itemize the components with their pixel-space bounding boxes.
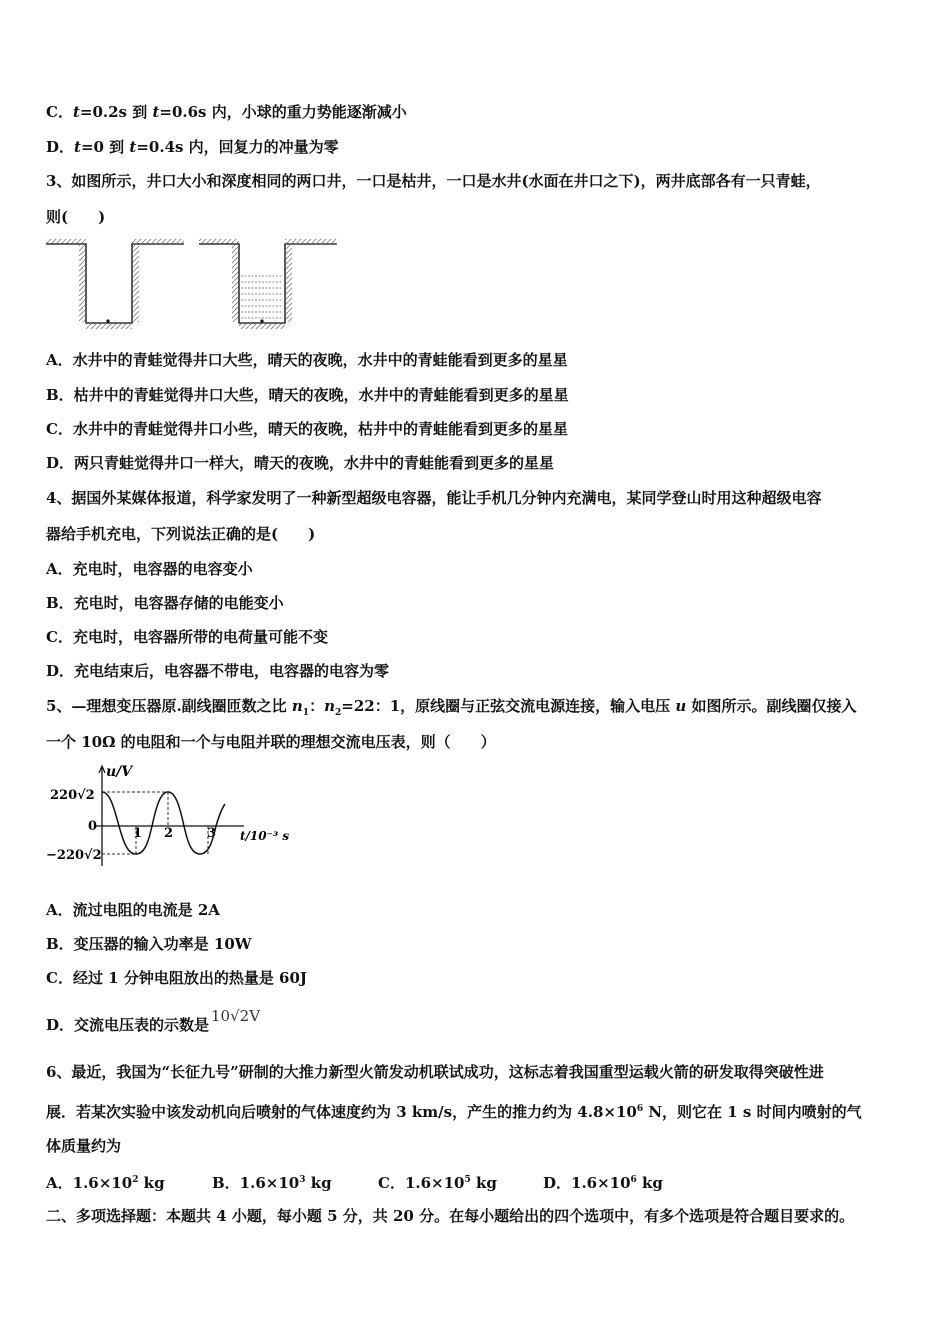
- q5-option-d: D．交流电压表的示数是 10√2V: [46, 1007, 261, 1034]
- x-tick-2: 2: [164, 826, 174, 841]
- voltage-graph: [44, 762, 304, 868]
- x-tick-1: 1: [133, 826, 143, 841]
- q4-option-b: B．充电时，电容器存储的电能变小: [46, 594, 284, 612]
- q6-stem-line3: 体质量约为: [46, 1137, 122, 1155]
- q4-option-c: C．充电时，电容器所带的电荷量可能不变: [46, 628, 328, 646]
- q3-stem-line1: 3、如图所示，井口大小和深度相同的两口井，一口是枯井，一口是水井(水面在井口之下)，两井底部各有一只青蛙，: [46, 172, 821, 190]
- q5-option-b: B．变压器的输入功率是 10W: [46, 935, 252, 953]
- q5-option-d-value: 10√2V: [211, 1007, 261, 1025]
- q5-stem-line1: 5、—理想变压器原.副线圈匝数之比 $n_1$：$n_2=22$：1，原线圈与正弦交流电源连接，输入电压 u 如图所示。副线圈仅接入: [46, 697, 857, 718]
- q3-option-d: D．两只青蛙觉得井口一样大，晴天的夜晚，水井中的青蛙能看到更多的星星: [46, 454, 555, 472]
- q5-option-a: A．流过电阻的电流是 2A: [46, 901, 220, 919]
- q5-option-c: C．经过 1 分钟电阻放出的热量是 60J: [46, 969, 308, 987]
- q2-option-c: C．t=0.2s 到 t=0.6s 内，小球的重力势能逐渐减小: [46, 103, 407, 121]
- q4-option-d: D．充电结束后，电容器不带电，电容器的电容为零: [46, 662, 390, 680]
- origin-label: 0: [88, 819, 98, 834]
- q6-stem-line1: 6、最近，我国为“长征九号”研制的大推力新型火箭发动机联试成功，这标志着我国重型运载火箭的研发取得突破性进: [46, 1063, 824, 1081]
- wells-figure: [44, 236, 344, 331]
- q4-option-a: A．充电时，电容器的电容变小: [46, 560, 253, 578]
- water-surface: [241, 276, 283, 318]
- dry-well: [46, 239, 184, 329]
- q6-option-c: C．$1.6\times 10^5$ kg: [378, 1174, 497, 1192]
- x-axis-label: t/10⁻³ s: [240, 829, 290, 843]
- q5-stem-line2: 一个 10Ω 的电阻和一个与电阻并联的理想交流电压表，则（ ）: [46, 733, 496, 751]
- water-well: [199, 239, 337, 329]
- q2-option-d: D．t=0 到 t=0.4s 内，回复力的冲量为零: [46, 138, 339, 156]
- q6-option-d: D．$1.6\times 10^6$ kg: [543, 1174, 663, 1192]
- x-tick-3: 3: [207, 826, 217, 841]
- q3-option-a: A．水井中的青蛙觉得井口大些，晴天的夜晚，水井中的青蛙能看到更多的星星: [46, 351, 568, 369]
- q6-option-b: B．$1.6\times 10^3$ kg: [212, 1174, 332, 1192]
- q3-stem-line2: 则( ): [46, 208, 106, 226]
- frog-dry-well: [106, 319, 109, 322]
- y-axis-label: u/V: [106, 764, 133, 780]
- voltage-curve: [102, 792, 225, 854]
- q4-stem-line1: 4、据国外某媒体报道，科学家发明了一种新型超级电容器，能让手机几分钟内充满电，某同学登山时用这种超级电容: [46, 489, 822, 507]
- y-min-label: −220√2: [46, 848, 102, 863]
- section2-heading: 二、多项选择题：本题共 4 小题，每小题 5 分，共 20 分。在每小题给出的四个选项中，有多个选项是符合题目要求的。: [46, 1207, 855, 1225]
- q6-stem-line2: 展．若某次实验中该发动机向后喷射的气体速度约为 3 km/s，产生的推力约为 $4.8\times 10^6$ N，则它在 1 s 时间内喷射的气: [46, 1103, 862, 1121]
- frog-water-well: [260, 319, 263, 322]
- y-max-label: 220√2: [50, 788, 95, 803]
- q3-option-b: B．枯井中的青蛙觉得井口大些，晴天的夜晚，水井中的青蛙能看到更多的星星: [46, 386, 569, 404]
- q6-option-a: A．$1.6\times 10^2$ kg: [46, 1174, 165, 1192]
- q4-stem-line2: 器给手机充电，下列说法正确的是( ): [46, 525, 316, 543]
- q3-option-c: C．水井中的青蛙觉得井口小些，晴天的夜晚，枯井中的青蛙能看到更多的星星: [46, 420, 568, 438]
